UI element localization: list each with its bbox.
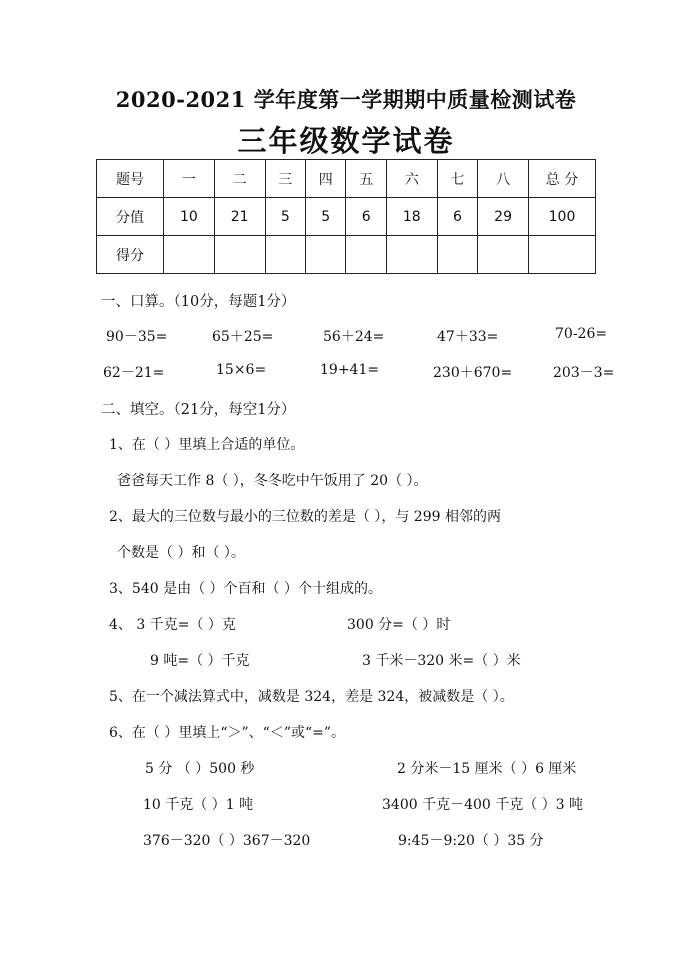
math-problem: 56＋24= xyxy=(323,329,385,345)
compare-item: 376－320（ ）367－320 xyxy=(143,833,311,849)
column-header-total: 总 分 xyxy=(529,160,596,198)
math-problem: 19+41= xyxy=(320,362,380,378)
math-problem: 65＋25= xyxy=(212,329,274,345)
earned-score-cell[interactable] xyxy=(386,236,437,274)
compare-item: 5 分 （ ）500 秒 xyxy=(145,761,255,777)
math-problem: 203－3= xyxy=(553,365,615,381)
question-2-line-2: 个数是（ ）和（ ）。 xyxy=(117,545,245,561)
question-4a-left: 4、 3 千克=（ ）克 xyxy=(109,617,236,633)
score-table-header-row xyxy=(97,160,596,198)
question-4b-left: 9 吨=（ ）千克 xyxy=(150,653,250,669)
question-4a-right: 300 分=（ ）时 xyxy=(347,617,451,633)
score-value: 5 xyxy=(306,198,346,236)
section2-heading: 二、填空。（21分，每空1分） xyxy=(101,402,296,418)
column-header: 一 xyxy=(164,160,215,198)
compare-item: 10 千克（ ）1 吨 xyxy=(143,797,254,813)
earned-score-cell[interactable] xyxy=(437,236,477,274)
score-value: 10 xyxy=(164,198,215,236)
compare-item: 3400 千克－400 千克（ ）3 吨 xyxy=(382,797,584,813)
row-label: 题号 xyxy=(97,160,164,198)
score-value: 18 xyxy=(386,198,437,236)
earned-score-cell[interactable] xyxy=(478,236,529,274)
earned-score-cell[interactable] xyxy=(529,236,596,274)
column-header: 六 xyxy=(386,160,437,198)
column-header: 四 xyxy=(306,160,346,198)
row-label: 分值 xyxy=(97,198,164,236)
compare-item: 2 分米－15 厘米（ ）6 厘米 xyxy=(397,761,577,777)
question-3: 3、540 是由（ ）个百和（ ）个十组成的。 xyxy=(109,581,382,597)
math-problem: 230＋670= xyxy=(433,365,513,381)
question-1-line: 爸爸每天工作 8（ ），冬冬吃中午饭用了 20（ ）。 xyxy=(117,473,428,489)
question-6: 6、在（ ）里填上“＞”、“＜”或“=”。 xyxy=(109,725,346,741)
score-value: 21 xyxy=(214,198,265,236)
section1-heading: 一、口算。（10分，每题1分） xyxy=(101,294,296,310)
exam-subtitle: 2020-2021 学年度第一学期期中质量检测试卷 xyxy=(115,87,577,112)
column-header: 五 xyxy=(346,160,386,198)
math-problem: 90－35= xyxy=(106,329,168,345)
math-problem: 47＋33= xyxy=(437,329,499,345)
score-table-earned-row xyxy=(97,236,596,274)
math-problem: 62－21= xyxy=(103,365,165,381)
score-value: 29 xyxy=(478,198,529,236)
score-table xyxy=(96,159,596,274)
compare-item: 9:45－9:20（ ）35 分 xyxy=(398,833,544,849)
earned-score-cell[interactable] xyxy=(164,236,215,274)
earned-score-cell[interactable] xyxy=(214,236,265,274)
math-problem: 70-26= xyxy=(555,326,608,342)
earned-score-cell[interactable] xyxy=(346,236,386,274)
question-1: 1、在（ ）里填上合适的单位。 xyxy=(109,437,305,453)
earned-score-cell[interactable] xyxy=(306,236,346,274)
score-value: 5 xyxy=(265,198,305,236)
column-header: 三 xyxy=(265,160,305,198)
score-table-values-row xyxy=(97,198,596,236)
row-label: 得分 xyxy=(97,236,164,274)
column-header: 二 xyxy=(214,160,265,198)
score-value-total: 100 xyxy=(529,198,596,236)
math-problem: 15×6= xyxy=(216,362,267,378)
question-2-line-1: 2、最大的三位数与最小的三位数的差是（ ），与 299 相邻的两 xyxy=(109,509,501,525)
column-header: 七 xyxy=(437,160,477,198)
earned-score-cell[interactable] xyxy=(265,236,305,274)
score-value: 6 xyxy=(346,198,386,236)
score-value: 6 xyxy=(437,198,477,236)
question-4b-right: 3 千米－320 米=（ ）米 xyxy=(362,653,521,669)
exam-title: 三年级数学试卷 xyxy=(237,124,455,158)
question-5: 5、在一个减法算式中，减数是 324，差是 324，被减数是（ ）。 xyxy=(109,689,514,705)
column-header: 八 xyxy=(478,160,529,198)
